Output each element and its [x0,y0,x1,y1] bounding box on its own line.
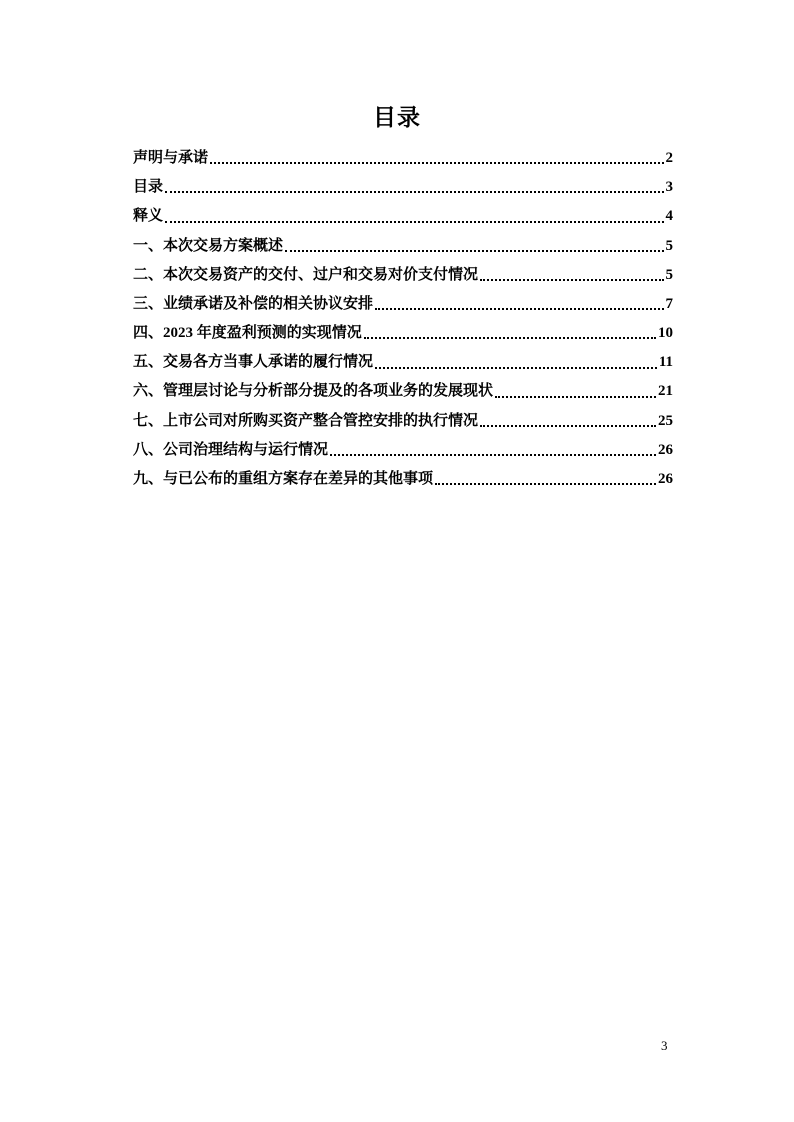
toc-entry-label: 四、2023 年度盈利预测的实现情况 [133,325,362,342]
toc-entry[interactable] [133,196,673,225]
toc-entry-page: 25 [658,412,673,429]
toc-dotted-leader [165,221,663,223]
page-title: 目录 [373,104,421,130]
toc-entry[interactable] [133,284,673,313]
toc-entry-page: 26 [658,441,673,458]
toc-entry-label: 一、本次交易方案概述 [133,237,284,254]
toc-dotted-leader [480,279,663,281]
toc-entry[interactable] [133,372,673,401]
toc-entry-label: 声明与承诺 [133,149,209,166]
toc-dotted-leader [330,454,656,456]
toc-entry-label: 六、管理层讨论与分析部分提及的各项业务的发展现状 [133,383,494,400]
toc-dotted-leader [285,250,663,252]
toc-entry-page: 3 [665,179,673,196]
toc-entry-label: 目录 [133,179,164,196]
toc-entry-label: 五、交易各方当事人承诺的履行情况 [133,354,374,371]
toc-entry[interactable] [133,342,673,371]
toc-dotted-leader [375,367,657,369]
toc-dotted-leader [210,162,663,164]
toc-entry[interactable] [133,313,673,342]
toc-entry-label: 八、公司治理结构与运行情况 [133,441,329,458]
toc-entry-page: 11 [658,354,673,371]
toc-dotted-leader [480,425,656,427]
toc-entry[interactable] [133,138,673,167]
toc-entry-page: 10 [658,325,673,342]
toc-entry-page: 2 [665,149,673,166]
toc-entry[interactable] [133,401,673,430]
toc-dotted-leader [495,396,656,398]
toc-dotted-leader [435,483,656,485]
toc-entry-page: 5 [665,266,673,283]
toc-entry-page: 7 [665,295,673,312]
toc-dotted-leader [375,308,663,310]
toc-entry-page: 26 [658,471,673,487]
toc-entry-label: 九、与已公布的重组方案存在差异的其他事项 [133,471,434,487]
footer-page-number: 3 [661,1038,668,1053]
toc-entry-label: 三、业绩承诺及补偿的相关协议安排 [133,295,374,312]
toc-entry[interactable] [133,459,673,488]
toc-entry-page: 21 [658,383,673,400]
toc-entry-page: 5 [665,237,673,254]
toc-dotted-leader [364,337,656,339]
toc-entry[interactable] [133,226,673,255]
toc-entry[interactable] [133,255,673,284]
toc-entry-label: 二、本次交易资产的交付、过户和交易对价支付情况 [133,266,479,283]
toc-entry[interactable] [133,167,673,196]
toc-entry[interactable] [133,430,673,459]
toc-entry-label: 七、上市公司对所购买资产整合管控安排的执行情况 [133,412,479,429]
toc-list [133,138,673,488]
toc-entry-label: 释义 [133,208,164,225]
toc-entry-page: 4 [665,208,673,225]
toc-dotted-leader [165,191,663,193]
